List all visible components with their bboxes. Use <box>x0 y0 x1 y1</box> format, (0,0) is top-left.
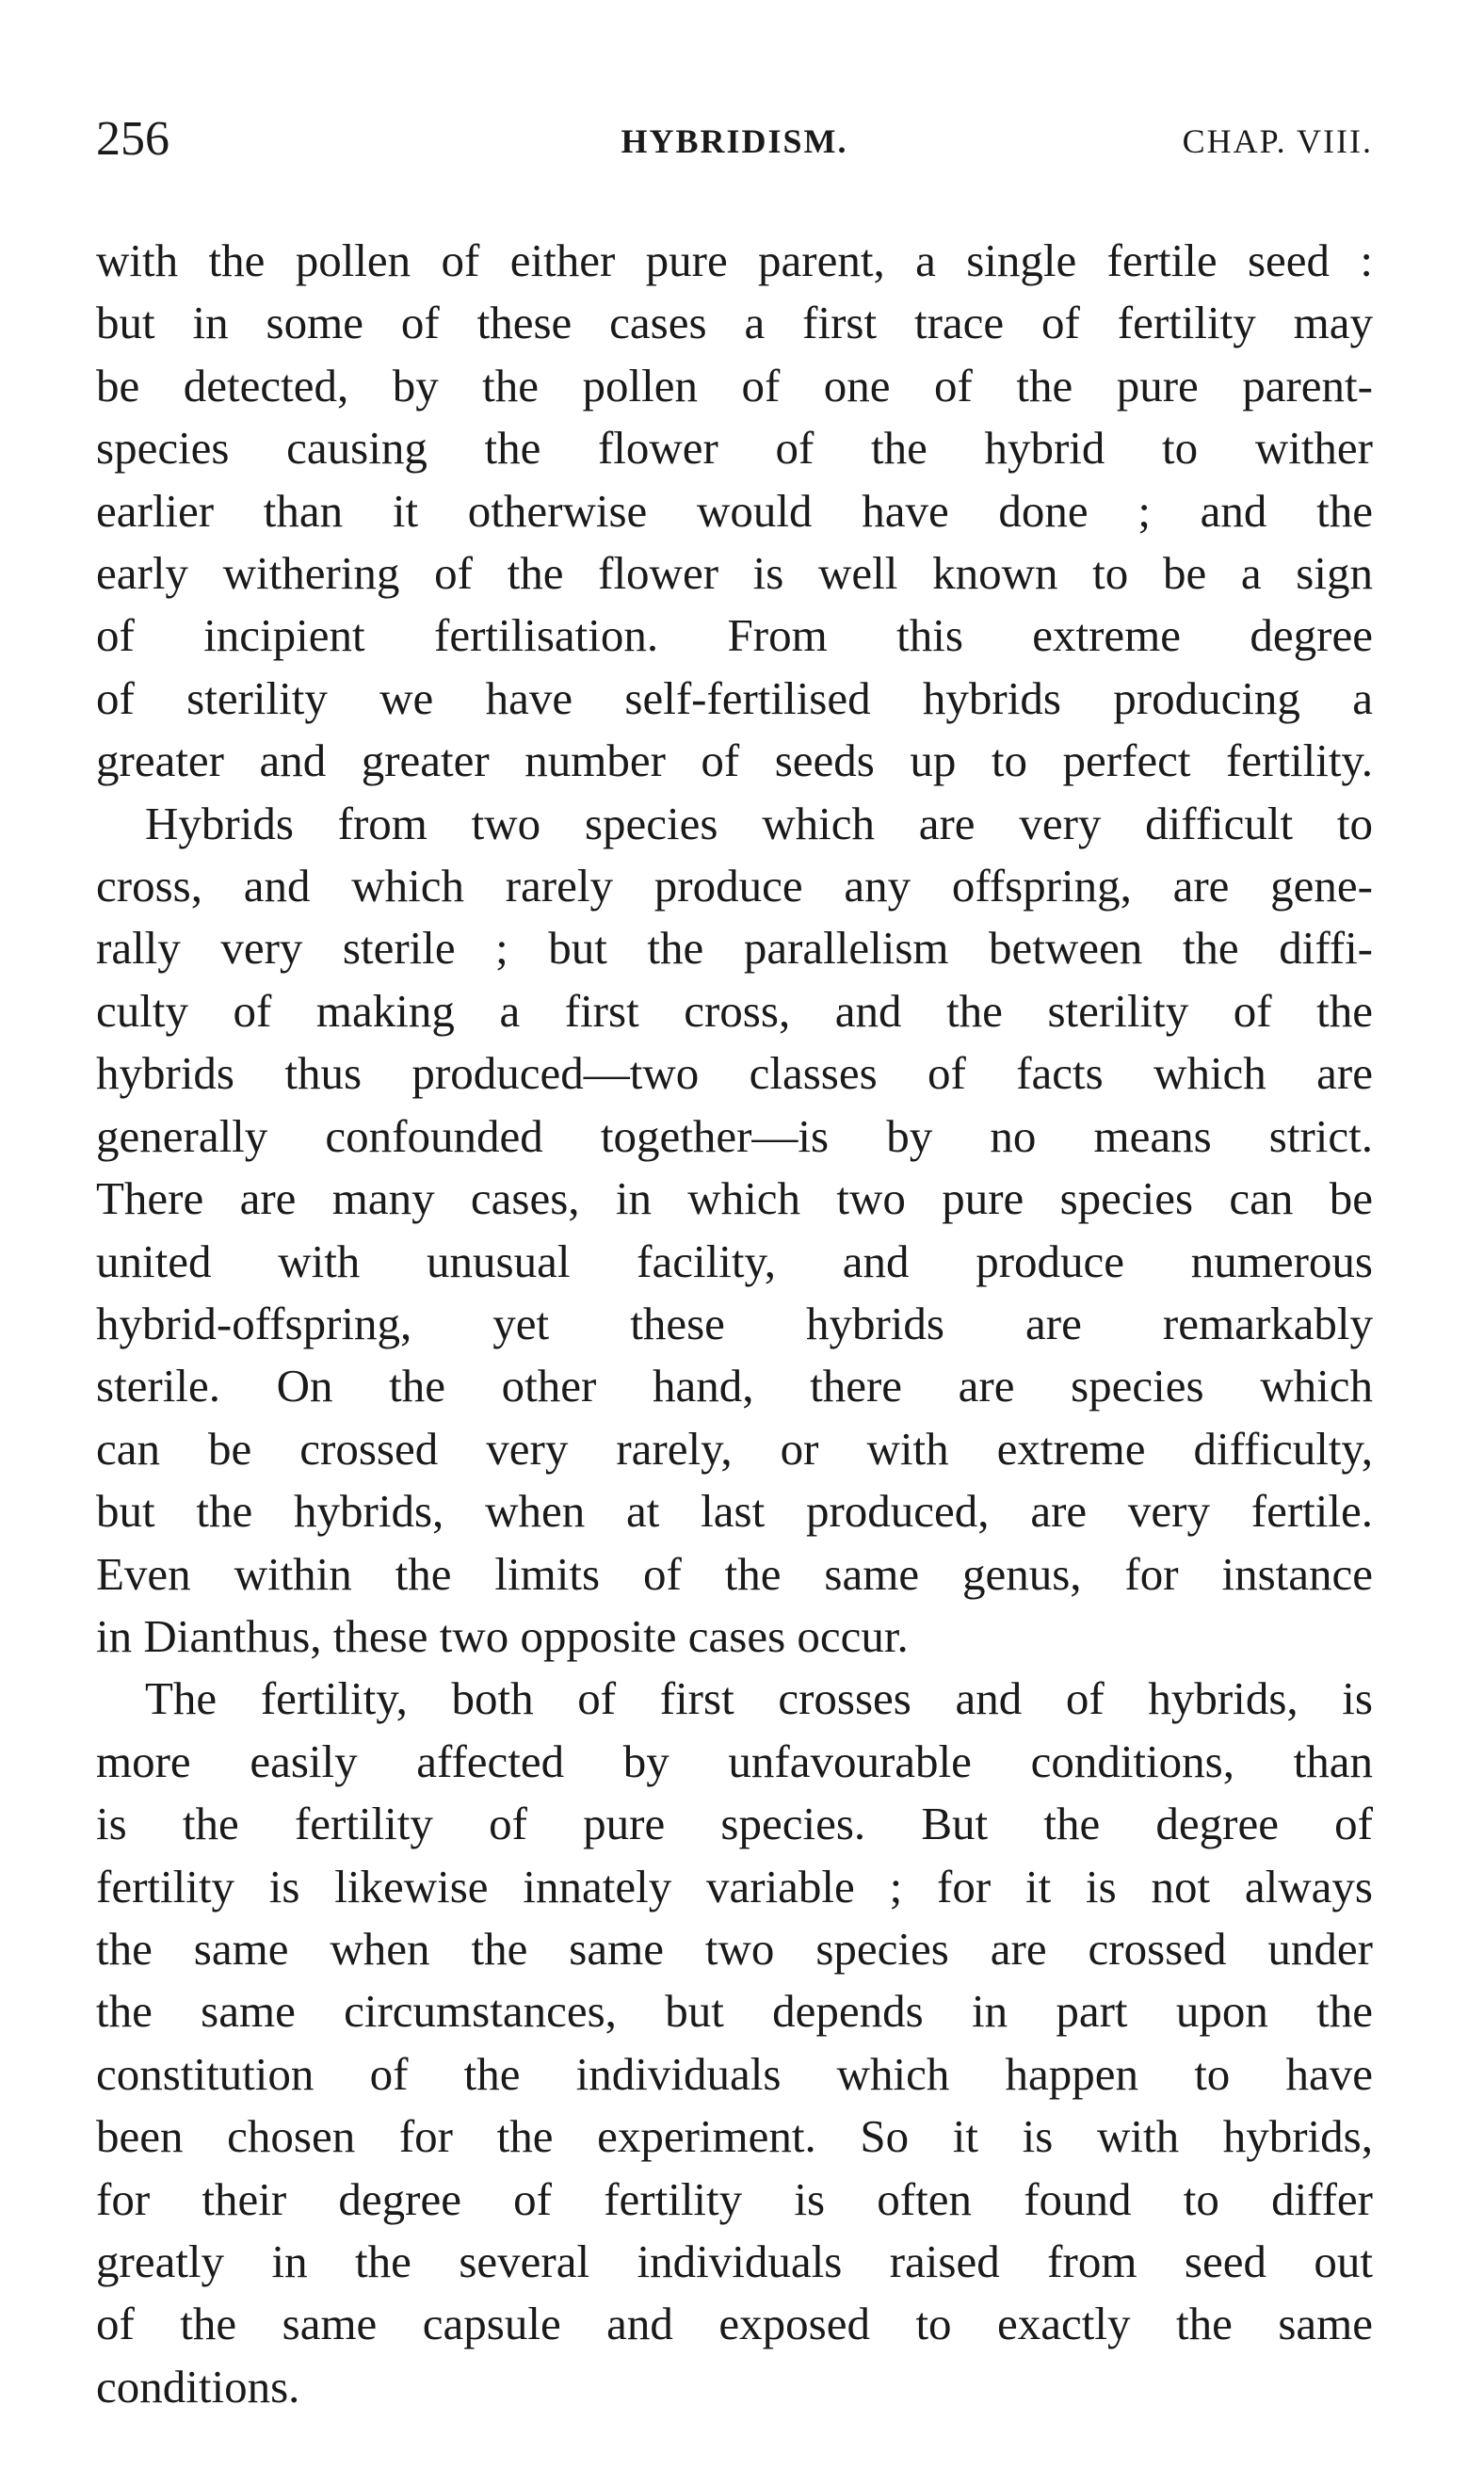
text-line: hybrid-offspring, yet these hybrids are remarkably <box>96 1297 1373 1349</box>
chapter-label: CHAP. VIII. <box>1182 122 1373 160</box>
text-line: sterile. On the other hand, there are species which <box>96 1360 1373 1412</box>
text-line: the same circumstances, but depends in part upon the <box>96 1985 1373 2038</box>
text-line: rally very sterile ; but the parallelism between the diffi- <box>96 922 1373 975</box>
text-line: There are many cases, in which two pure species can be <box>96 1172 1373 1225</box>
text-line: been chosen for the experiment. So it is with hybrids, <box>96 2110 1373 2163</box>
text-line: is the fertility of pure species. But the degree of <box>96 1798 1373 1850</box>
text-line: generally confounded together—is by no means strict. <box>96 1109 1373 1162</box>
text-line: species causing the flower of the hybrid to wither <box>96 422 1373 475</box>
text-line: with the pollen of either pure parent, a single fertile seed : <box>96 234 1373 286</box>
text-line: but the hybrids, when at last produced, are very fertile. <box>96 1485 1373 1538</box>
text-line: united with unusual facility, and produce numerous <box>96 1234 1373 1287</box>
text-line: earlier than it otherwise would have done ; and the <box>96 484 1373 537</box>
body-text <box>96 230 1373 2418</box>
text-line: can be crossed very rarely, or with extreme difficulty, <box>96 1422 1373 1475</box>
text-line: of sterility we have self-fertilised hybrids producing a <box>96 671 1373 724</box>
page-number: 256 <box>96 112 169 166</box>
text-line: Hybrids from two species which are very difficult to <box>145 797 1373 849</box>
text-line: cross, and which rarely produce any offspring, are gene- <box>96 860 1373 912</box>
text-line: be detected, by the pollen of one of the pure parent- <box>96 359 1373 411</box>
text-line: of incipient fertilisation. From this extreme degree <box>96 609 1373 662</box>
paragraph <box>96 230 1373 793</box>
text-line: constitution of the individuals which happen to have <box>96 2047 1373 2100</box>
page-header <box>96 111 1373 168</box>
text-line: the same when the same two species are crossed under <box>96 1922 1373 1975</box>
text-line: culty of making a first cross, and the sterility of the <box>96 984 1373 1037</box>
text-line: for their degree of fertility is often found to differ <box>96 2172 1373 2225</box>
text-line: of the same capsule and exposed to exactly the same <box>96 2298 1373 2350</box>
text-line: Even within the limits of the same genus, for instance <box>96 1547 1373 1600</box>
text-line: greatly in the several individuals raised from seed out <box>96 2235 1373 2287</box>
text-line: hybrids thus produced—two classes of facts which are <box>96 1047 1373 1100</box>
paragraph <box>96 793 1373 1669</box>
text-line: fertility is likewise innately variable ; for it is not always <box>96 1860 1373 1912</box>
text-line: The fertility, both of first crosses and of hybrids, is <box>145 1672 1373 1725</box>
text-line: greater and greater number of seeds up to perfect fertility. <box>96 734 1373 787</box>
running-title: HYBRIDISM. <box>621 122 848 160</box>
text-line: in Dianthus, these two opposite cases occur. <box>96 1609 909 1662</box>
text-line: early withering of the flower is well known to be a sign <box>96 547 1373 600</box>
paragraph <box>96 1668 1373 2418</box>
text-line: conditions. <box>96 2360 300 2412</box>
text-line: more easily affected by unfavourable conditions, than <box>96 1735 1373 1787</box>
text-line: but in some of these cases a first trace of fertility may <box>96 297 1373 349</box>
